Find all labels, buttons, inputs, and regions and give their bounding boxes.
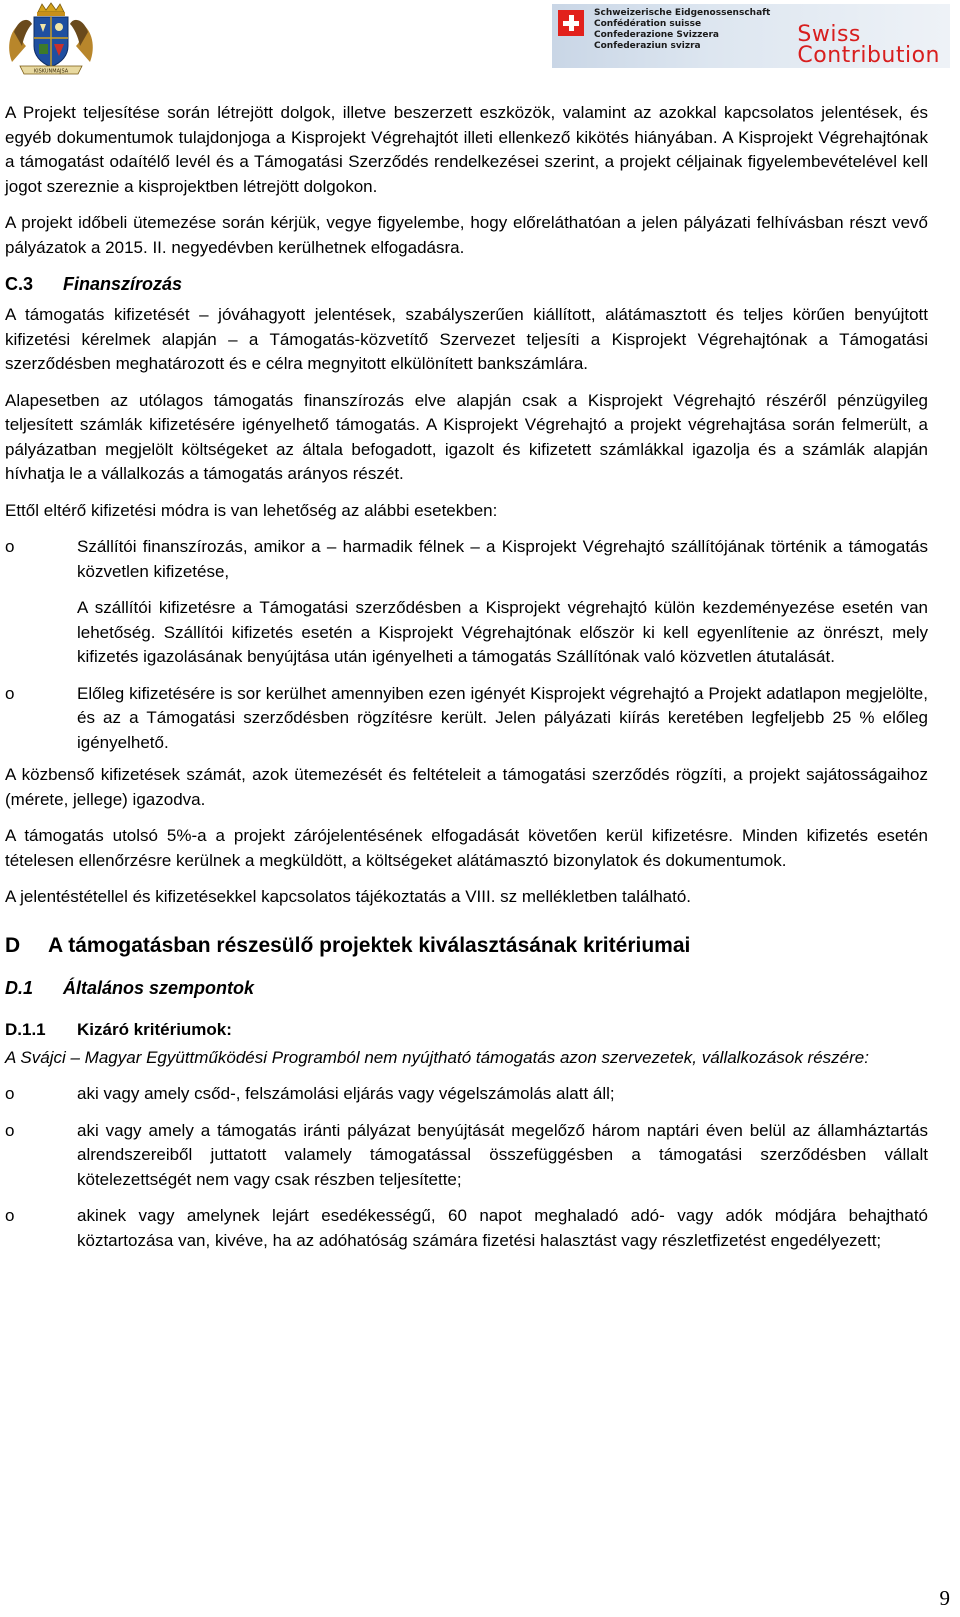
municipal-crest-logo bbox=[4, 2, 98, 78]
paragraph-payment: A támogatás kifizetését – jóváhagyott jelentések, szabályszerűen kiállított, alátámasztott és teljes körűen benyújtott kifizetési kérelmek alapján – a Támogatás-közvetítő Szervezet teljesíti a Kisprojekt Végrehajtónak a Támogatási szerződésben meghatározott és e célra megnyitott elkülönített bankszámlára. bbox=[5, 305, 928, 373]
bullet-marker: o bbox=[5, 1084, 15, 1103]
section-title: A támogatásban részesülő projektek kiválasztásának kritériumai bbox=[48, 933, 691, 957]
section-number: D.1 bbox=[5, 977, 34, 998]
paragraph-final-payment: A támogatás utolsó 5%-a a projekt zárójelentésének elfogadását követően kerül kifizetésre. Minden kifizetés esetén tételesen ellenőrzésre kerülnek a megküldött, a költségeket alátámasztó bizonylatok és dokumentumok. bbox=[5, 826, 928, 870]
paragraph-supplier-payment: A szállítói kifizetésre a Támogatási szerződésben a Kisprojekt végrehajtó külön kezdeményezése esetén van lehetőség. Szállítói kifizetés esetén a Kisprojekt Végrehajtónak először ki kell egyenlítenie az önrészt, mely kifizetés igazolásának benyújtása után igényelheti a támogatás Szállítónak való közvetlen átutalását. bbox=[77, 598, 928, 666]
section-title: Finanszírozás bbox=[63, 274, 183, 294]
payment-exceptions-list bbox=[5, 535, 928, 584]
paragraph-exclusion-intro: A Svájci – Magyar Együttműködési Programból nem nyújtható támogatás azon szervezetek, vállalkozások részére: bbox=[5, 1047, 869, 1067]
paragraph-reporting-info: A jelentéstétellel és kifizetésekkel kapcsolatos tájékoztatás a VIII. sz mellékletben található. bbox=[5, 887, 692, 906]
list-item: o aki vagy amely csőd-, felszámolási eljárás vagy végelszámolás alatt áll; bbox=[5, 1082, 928, 1107]
crest-motto: KISKUNMAJSA bbox=[33, 68, 69, 75]
document-body bbox=[5, 101, 928, 1265]
section-heading-d bbox=[5, 932, 928, 960]
section-title: Kizáró kritériumok: bbox=[77, 1019, 232, 1039]
paragraph-scheduling: A projekt időbeli ütemezése során kérjük, vegye figyelembe, hogy előreláthatóan a jelen pályázati felhívásban részt vevő pályázatok a 2015. II. negyedévben kerülhetnek elfogadásra. bbox=[5, 213, 928, 257]
list-item: o Előleg kifizetésére is sor kerülhet amennyiben ezen igényét Kisprojekt végrehajtó a Projekt adatlapon megjelölte, és az a Támogatási szerződésben rögzítésre került. Jelen pályázati kiírás keretében legfeljebb 25 % előleg igényelhető. bbox=[5, 683, 928, 752]
swiss-contribution-logo bbox=[552, 4, 950, 68]
section-number: D bbox=[5, 933, 21, 957]
list-item: o aki vagy amely a támogatás iránti pályázat benyújtását megelőző három naptári éven belül az államháztartás alrendszereiből juttatott valamely támogatással összefüggésben a támogatási szerződésben vállalt kötelezettségét nem vagy csak részben teljesítette; bbox=[5, 1120, 928, 1189]
section-number: D.1.1 bbox=[5, 1019, 46, 1039]
swiss-flag-icon bbox=[558, 10, 584, 36]
bullet-marker: o bbox=[5, 1120, 15, 1140]
list-item: o Szállítói finanszírozás, amikor a – harmadik félnek – a Kisprojekt Végrehajtó szállítójának történik a támogatás közvetlen kifizetése, bbox=[5, 537, 928, 581]
section-heading-c3 bbox=[5, 272, 928, 296]
page-number: 9 bbox=[939, 1586, 950, 1610]
bullet-marker: o bbox=[5, 683, 15, 703]
swiss-confederation-text: Schweizerische Eidgenossenschaft Confédération suisse Confederazione Svizzera Confederaziun svizra bbox=[594, 8, 771, 51]
section-heading-d1 bbox=[5, 976, 928, 1000]
section-title: Általános szempontok bbox=[63, 977, 255, 998]
exclusion-criteria-list bbox=[5, 1082, 928, 1253]
section-number: C.3 bbox=[5, 274, 34, 294]
bullet-marker: o bbox=[5, 537, 15, 556]
paragraph-interim-payments: A közbenső kifizetések számát, azok ütemezését és feltételeit a támogatási szerződés rögzíti, a projekt sajátosságaihoz (mérete, jellege) igazodva. bbox=[5, 765, 928, 809]
swiss-contribution-wordmark: Swiss Contribution bbox=[797, 22, 940, 68]
list-item: o akinek vagy amelynek lejárt esedékességű, 60 napot meghaladó adó- vagy adók módjára behajtható köztartozása van, kivéve, ha az adóhatóság számára fizetési halasztást vagy részletfizetést engedélyezett; bbox=[5, 1206, 928, 1250]
paragraph-exceptions-intro: Ettől eltérő kifizetési módra is van lehetőség az alábbi esetekben: bbox=[5, 500, 498, 520]
bullet-marker: o bbox=[5, 1206, 15, 1225]
payment-exceptions-list-cont bbox=[5, 682, 928, 756]
section-heading-d11 bbox=[5, 1018, 928, 1042]
paragraph-post-financing: Alapesetben az utólagos támogatás finanszírozás elve alapján csak a Kisprojekt Végrehajtó részéről pénzügyileg teljesített számlák kifizetésére igényelhető támogatás. A Kisprojekt Végrehajtó a projekt végrehajtása során felmerült, a pályázatban megjelölt költségeket az általa befogadott, igazolt és kifizetett számlákkal igazolja és a számlák alapján hívhatja le a vállalkozás a támogatás arányos részét. bbox=[5, 390, 928, 483]
paragraph-ownership: A Projekt teljesítése során létrejött dolgok, illetve beszerzett eszközök, valamint az azokkal kapcsolatos jelentések, és egyéb dokumentumok tulajdonjoga a Kisprojekt Végrehajtót illeti ellenkező kikötés hiányában. A Kisprojekt Végrehajtónak a támogatást odaítélő levél és a Támogatási Szerződés rendelkezései szerint, a projekt céljainak figyelembevételével kell jogot szereznie a kisprojektben létrejött dolgokon. bbox=[5, 103, 928, 196]
